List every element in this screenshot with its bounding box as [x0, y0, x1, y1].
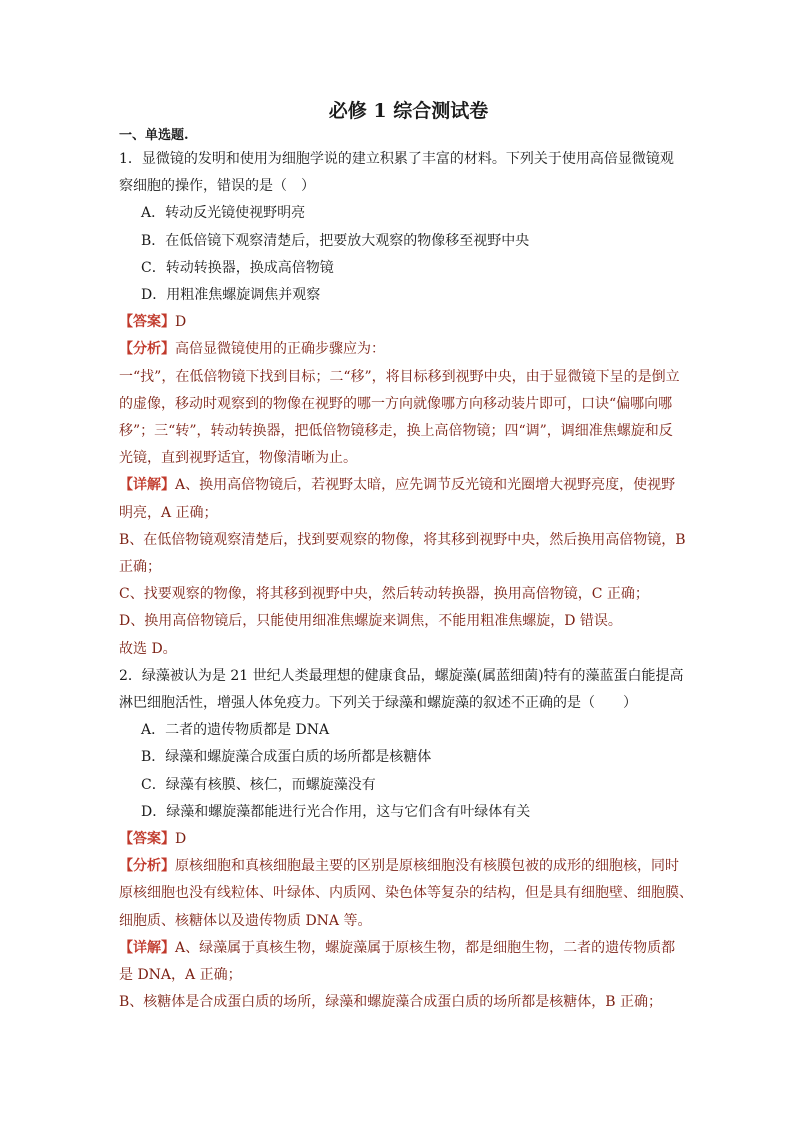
detail-line — [119, 472, 698, 499]
question-stem-line: 2．绿藻被认为是 21 世纪人类最理想的健康食品，螺旋藻(属蓝细菌)特有的藻蓝蛋白能提高 — [119, 667, 684, 684]
analysis-line — [119, 336, 698, 363]
option-d: D．用粗准焦螺旋调焦并观察 — [141, 287, 321, 304]
analysis-line: 移”；三“转”，转动转换器，把低倍物镜移走，换上高倍物镜；四“调”，调细准焦螺旋和反 — [119, 423, 673, 440]
question-1 — [119, 146, 698, 663]
option-d: D．绿藻和螺旋藻都能进行光合作用，这与它们含有叶绿体有关 — [141, 803, 531, 820]
detail-text: A、换用高倍物镜后，若视野太暗，应先调节反光镜和光圈增大视野亮度，使视野 — [175, 477, 676, 494]
detail-tag: 【详解】 — [119, 477, 175, 494]
option-c: C．绿藻有核膜、核仁，而螺旋藻没有 — [141, 776, 376, 793]
detail-line: 明亮，A 正确； — [119, 504, 218, 521]
analysis-tag: 【分析】 — [119, 341, 175, 358]
analysis-line: 光镜，直到视野适宜，物像清晰为止。 — [119, 450, 357, 467]
question-stem-line: 察细胞的操作，错误的是（ ） — [119, 178, 315, 195]
conclusion-line: 故选 D。 — [119, 640, 177, 657]
analysis-text: 高倍显微镜使用的正确步骤应为： — [175, 341, 385, 358]
answer-line — [119, 309, 698, 336]
detail-tag: 【详解】 — [119, 939, 175, 956]
question-2 — [119, 663, 698, 1017]
detail-line: 是 DNA，A 正确； — [119, 967, 242, 984]
detail-line: B、在低倍物镜观察清楚后，找到要观察的物像，将其移到视野中央，然后换用高倍物镜，B — [119, 531, 686, 548]
answer-value: D — [175, 831, 187, 848]
option-b: B．在低倍镜下观察清楚后，把要放大观察的物像移至视野中央 — [141, 232, 530, 249]
section-heading: 一、单选题. — [119, 128, 189, 143]
answer-line — [119, 826, 698, 853]
detail-text: A、绿藻属于真核生物，螺旋藻属于原核生物，都是细胞生物，二者的遗传物质都 — [175, 939, 676, 956]
question-stem-line: 淋巴细胞活性，增强人体免疫力。下列关于绿藻和螺旋藻的叙述不正确的是（ ） — [119, 695, 637, 712]
option-a: A．二者的遗传物质都是 DNA — [141, 722, 330, 739]
analysis-tag: 【分析】 — [119, 858, 175, 875]
detail-line: 正确； — [119, 559, 161, 576]
analysis-text: 原核细胞和真核细胞最主要的区别是原核细胞没有核膜包被的成形的细胞核，同时 — [175, 858, 679, 875]
detail-line: B、核糖体是合成蛋白质的场所，绿藻和螺旋藻合成蛋白质的场所都是核糖体，B 正确； — [119, 994, 663, 1011]
analysis-line: 原核细胞也没有线粒体、叶绿体、内质网、染色体等复杂的结构，但是具有细胞壁、细胞膜、 — [119, 885, 693, 902]
analysis-line: 的虚像，移动时观察到的物像在视野的哪一方向就像哪方向移动装片即可，口诀“偏哪向哪 — [119, 395, 673, 412]
option-a: A．转动反光镜使视野明亮 — [141, 205, 306, 222]
answer-tag: 【答案】 — [119, 314, 175, 331]
answer-value: D — [175, 314, 187, 331]
analysis-line: 一“找”，在低倍物镜下找到目标；二“移”，将目标移到视野中央，由于显微镜下呈的是倒立 — [119, 368, 680, 385]
detail-line — [119, 935, 698, 962]
option-b: B．绿藻和螺旋藻合成蛋白质的场所都是核糖体 — [141, 749, 432, 766]
question-stem-line: 1．显微镜的发明和使用为细胞学说的建立积累了丰富的材料。下列关于使用高倍显微镜观 — [119, 151, 674, 167]
answer-tag: 【答案】 — [119, 831, 175, 848]
analysis-line: 细胞质、核糖体以及遗传物质 DNA 等。 — [119, 912, 372, 929]
page-title: 必修 1 综合测试卷 — [328, 100, 489, 122]
detail-line: C、找要观察的物像，将其移到视野中央，然后转动转换器，换用高倍物镜，C 正确； — [119, 586, 649, 603]
analysis-line — [119, 853, 698, 880]
detail-line: D、换用高倍物镜后，只能使用细准焦螺旋来调焦，不能用粗准焦螺旋，D 错误。 — [119, 613, 622, 630]
option-c: C．转动转换器，换成高倍物镜 — [141, 259, 334, 276]
